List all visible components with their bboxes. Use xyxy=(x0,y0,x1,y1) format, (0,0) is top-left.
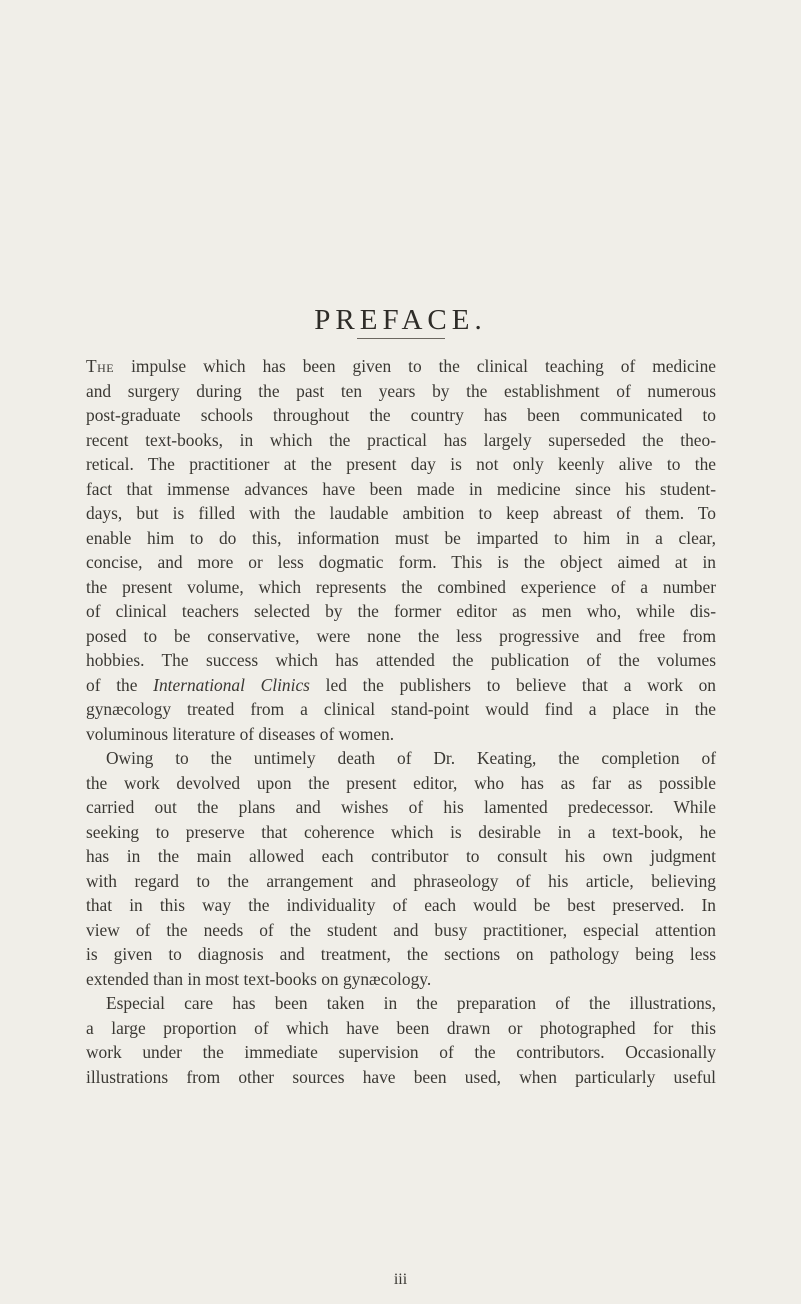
text-line: the work devolved upon the present editor, who has as far as possible xyxy=(86,772,716,793)
text-line: work under the immediate supervision of the contributors. Occasionally xyxy=(86,1042,716,1062)
text-line: has in the main allowed each contributor to consult his own judgment xyxy=(86,846,716,866)
line-text: impulse which has been given to the clinical teaching of medicine xyxy=(114,356,716,376)
text-line: recent text-books, in which the practical has largely superseded the theo- xyxy=(86,429,716,450)
text-line: that in this way the individuality of each would be best preserved. In xyxy=(86,895,716,915)
text-line: posed to be conservative, were none the less progressive and free from xyxy=(86,625,716,646)
line-text: led the publishers to believe that a work on xyxy=(309,674,716,695)
text-line: post-graduate schools throughout the country has been communicated to xyxy=(86,405,716,425)
text-line: concise, and more or less dogmatic form. This is the object aimed at in xyxy=(86,552,716,572)
text-line: hobbies. The success which has attended the publication of the volumes xyxy=(86,650,716,670)
page-number: iii xyxy=(393,1271,408,1288)
text-line: with regard to the arrangement and phraseology of his article, believing xyxy=(86,870,716,891)
text-line xyxy=(86,673,716,698)
text-line: voluminous literature of diseases of women. xyxy=(86,723,395,744)
preface-body xyxy=(86,354,716,1089)
text-line: a large proportion of which have been drawn or photographed for this xyxy=(86,1017,716,1038)
text-line: the present volume, which represents the combined experience of a number xyxy=(86,576,716,597)
text-line: retical. The practitioner at the present day is not only keenly alive to the xyxy=(86,454,716,474)
page-heading: PREFACE. xyxy=(314,304,487,337)
text-line: Especial care has been taken in the preparation of the illustrations, xyxy=(106,993,716,1013)
text-line: of clinical teachers selected by the former editor as men who, while dis- xyxy=(86,601,716,621)
text-line: fact that immense advances have been made in medicine since his student- xyxy=(86,478,716,499)
lead-small-caps: The xyxy=(86,356,115,376)
text-line: seeking to preserve that coherence which is desirable in a text-book, he xyxy=(86,821,716,842)
italic-title: International Clinics xyxy=(153,674,310,695)
text-line: days, but is filled with the laudable ambition to keep abreast of them. To xyxy=(86,503,716,523)
heading-rule xyxy=(357,338,445,339)
line-text: of the xyxy=(86,674,154,695)
text-line: illustrations from other sources have been used, when particularly useful xyxy=(86,1066,716,1087)
text-line: extended than in most text-books on gynæcology. xyxy=(86,968,432,989)
text-line: gynæcology treated from a clinical stand-point would find a place in the xyxy=(86,699,716,719)
text-line: enable him to do this, information must be imparted to him in a clear, xyxy=(86,527,716,548)
text-line xyxy=(86,354,716,379)
text-line: view of the needs of the student and busy practitioner, especial attention xyxy=(86,919,716,940)
text-line: Owing to the untimely death of Dr. Keating, the completion of xyxy=(106,748,716,768)
text-line: carried out the plans and wishes of his lamented predecessor. While xyxy=(86,797,716,817)
text-line: is given to diagnosis and treatment, the sections on pathology being less xyxy=(86,944,716,964)
text-line: and surgery during the past ten years by the establishment of numerous xyxy=(86,380,716,401)
